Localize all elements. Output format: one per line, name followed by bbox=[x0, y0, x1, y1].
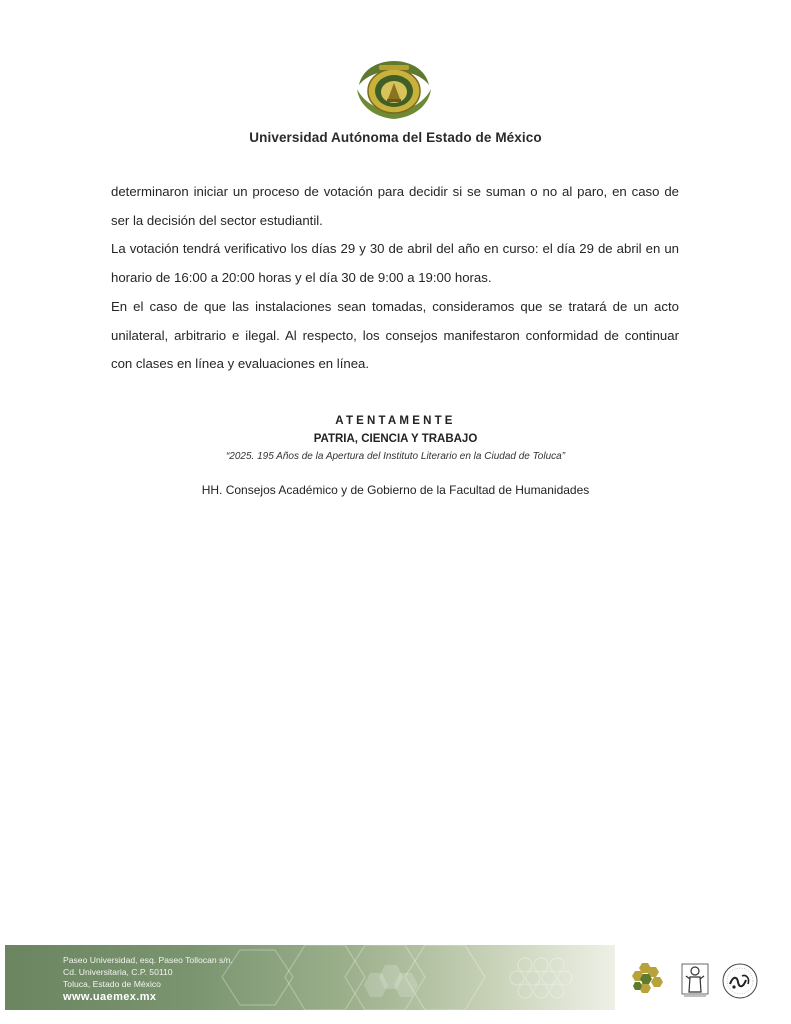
hexagon-logo-icon bbox=[632, 961, 664, 995]
paragraph-votacion-inicio: determinaron iniciar un proceso de votación para decidir si se suman o no al paro, en caso de ser la decisión del sector estudiantil. bbox=[111, 184, 679, 228]
paragraph-fechas-votacion: La votación tendrá verificativo los días 29 y 30 de abril del año en curso: el día 29 de abril en un horario de 16:00 a 20:00 horas y el día 30 de 9:00 a 19:00 horas. bbox=[111, 241, 679, 286]
university-name: Universidad Autónoma del Estado de México bbox=[249, 130, 542, 145]
footer-address bbox=[63, 954, 233, 1005]
footer-banner bbox=[5, 945, 615, 1010]
address-line-2: Cd. Universitaria, C.P. 50110 bbox=[63, 967, 173, 977]
signer-name: HH. Consejos Académico y de Gobierno de la Facultad de Humanidades bbox=[201, 483, 590, 497]
address-line-3: Toluca, Estado de México bbox=[63, 979, 161, 989]
paragraph-instalaciones: En el caso de que las instalaciones sean tomadas, consideramos que se tratará de un acto unilateral, arbitrario e ilegal. Al respecto, los consejos manifestaron conformidad de continuar con clases en línea y evaluaciones en línea. bbox=[111, 298, 679, 372]
humanidades-figure-icon bbox=[680, 962, 710, 998]
letter-body bbox=[111, 178, 679, 379]
closing-atentamente: ATENTAMENTE bbox=[335, 415, 456, 427]
address-line-1: Paseo Universidad, esq. Paseo Tollocan s/n. bbox=[63, 955, 233, 965]
year-motto: “2025. 195 Años de la Apertura del Instituto Literario en la Ciudad de Toluca” bbox=[225, 451, 566, 462]
motto-patria: PATRIA, CIENCIA Y TRABAJO bbox=[313, 433, 478, 445]
uaemex-crest-icon bbox=[353, 55, 435, 123]
website-link[interactable]: www.uaemex.mx bbox=[63, 991, 157, 1003]
circular-seal-icon bbox=[720, 962, 760, 1000]
